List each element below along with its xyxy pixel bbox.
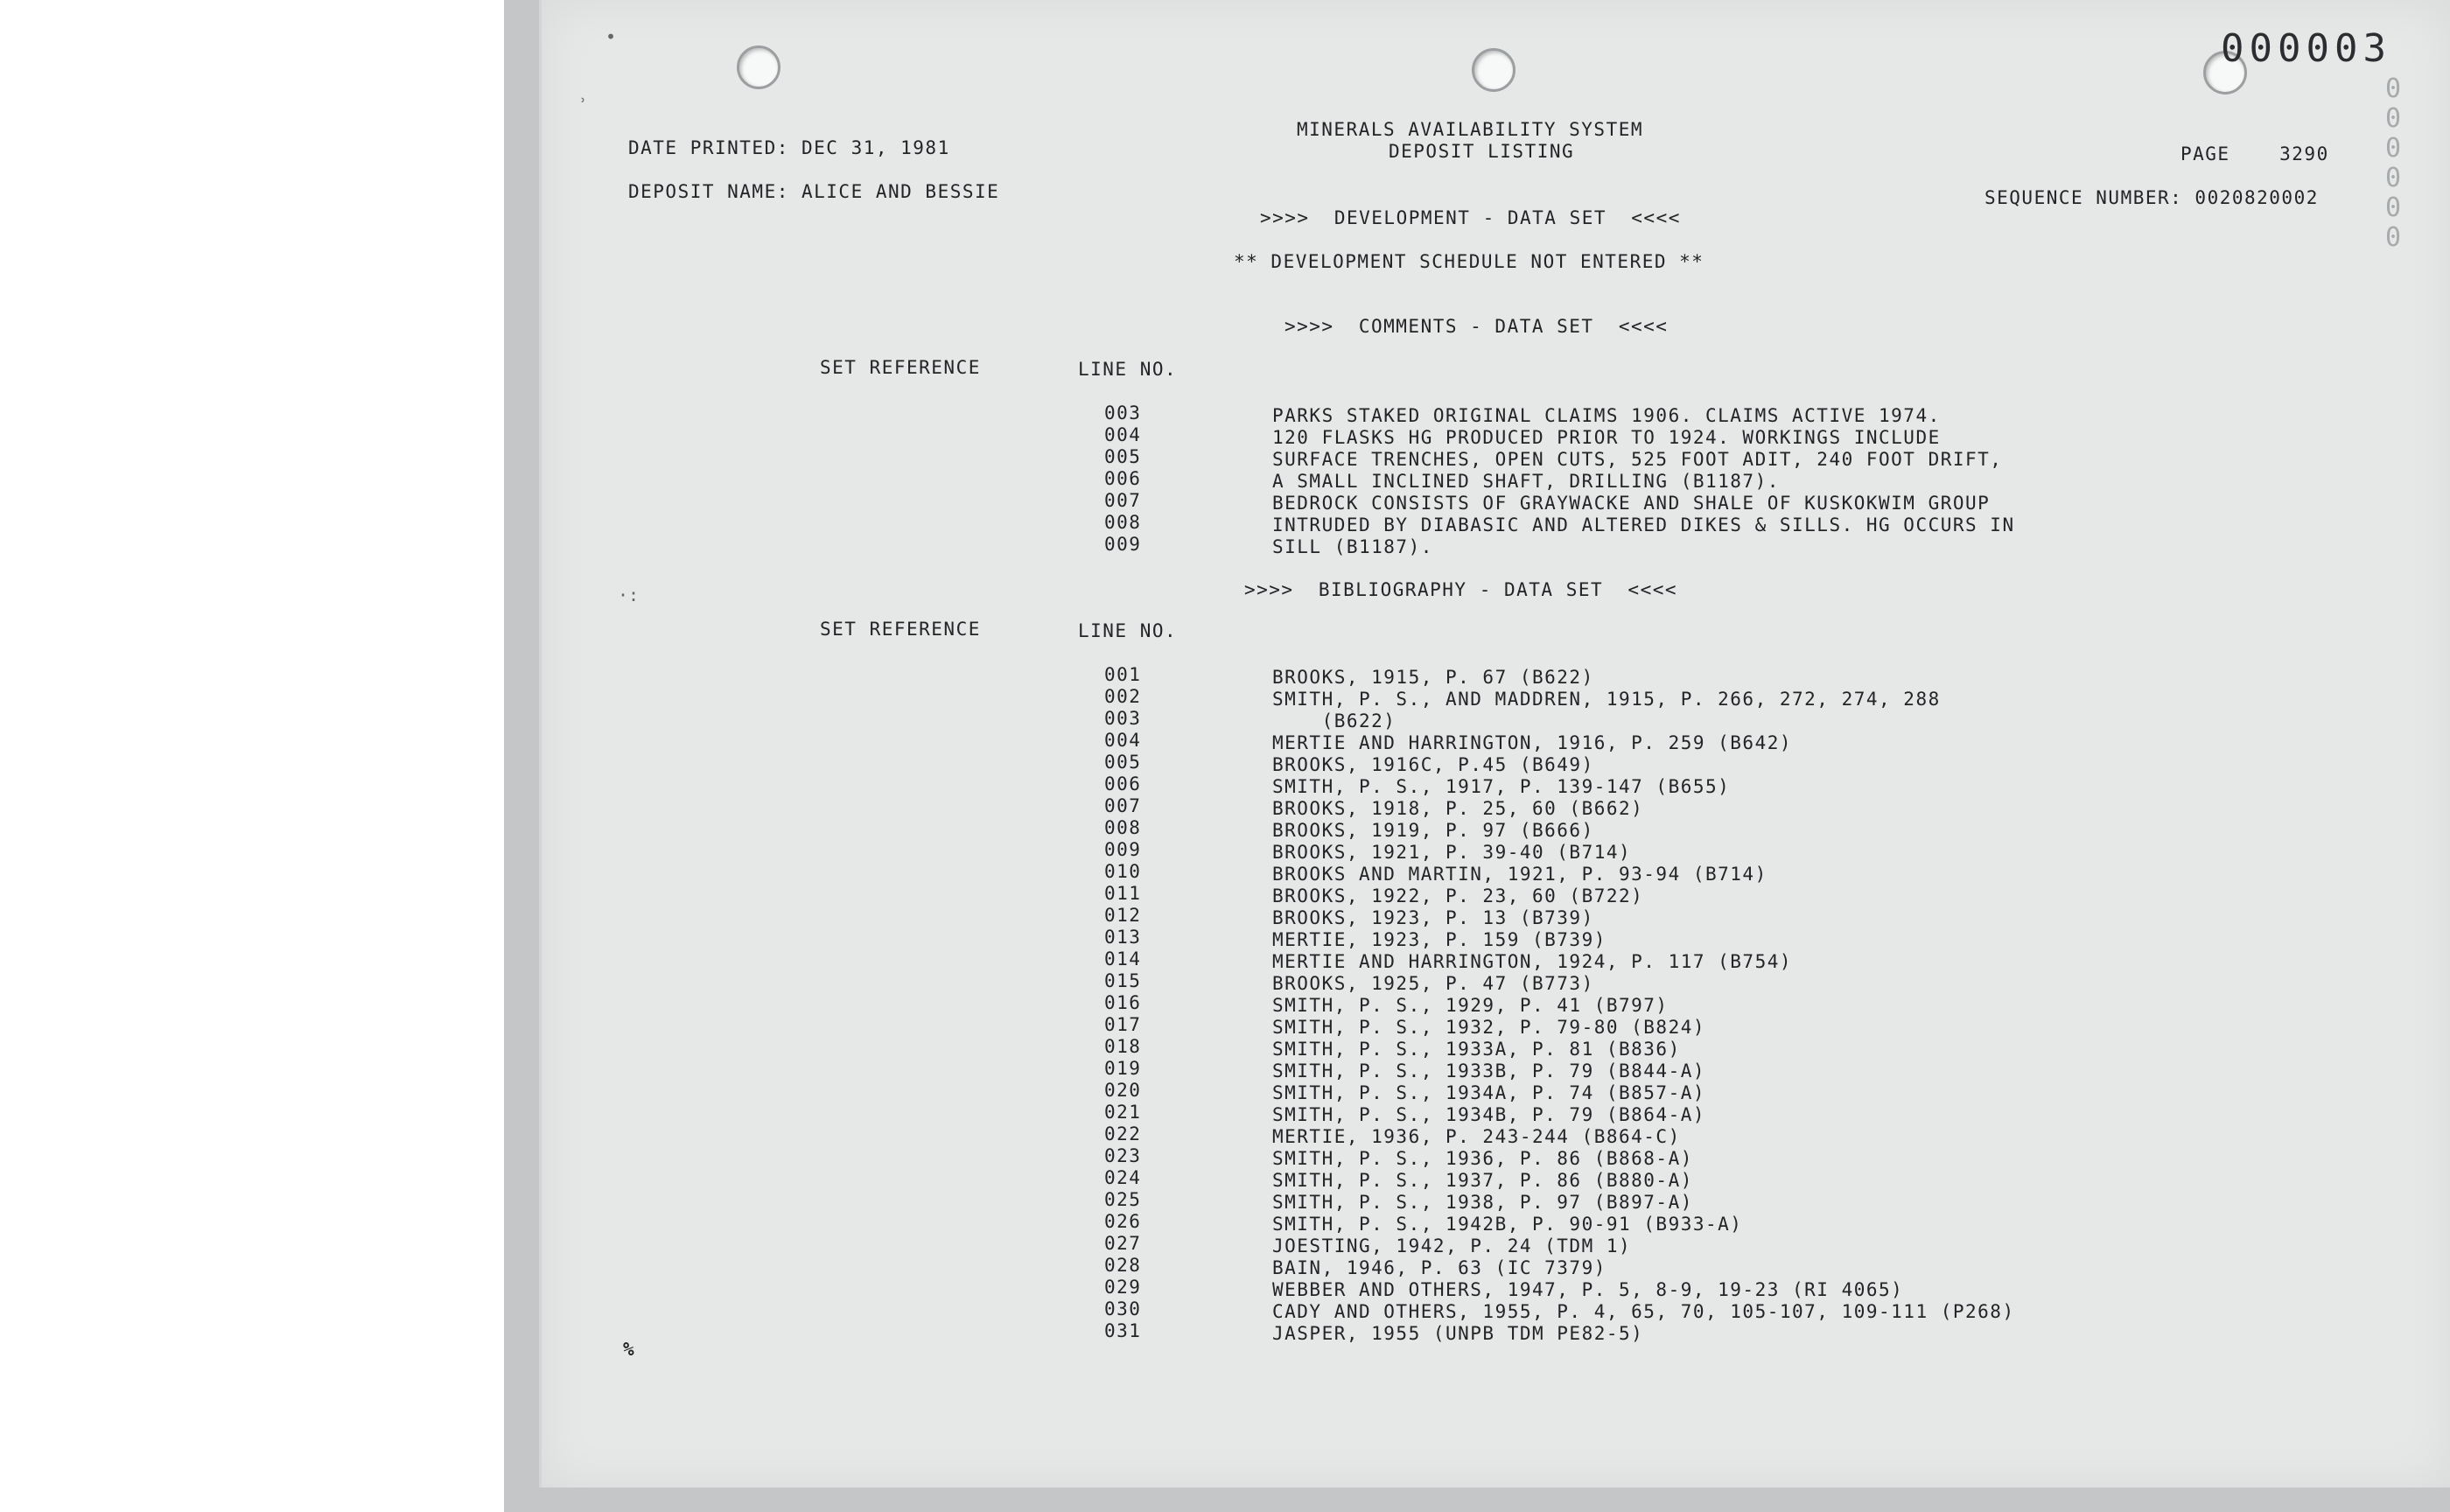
comment-line-number: 006 xyxy=(1104,468,1142,489)
comment-line-text: 120 FLASKS HG PRODUCED PRIOR TO 1924. WORKINGS INCLUDE xyxy=(1272,427,1941,448)
bibliography-line-text: SMITH, P. S., 1917, P. 139-147 (B655) xyxy=(1272,776,1731,797)
bibliography-line-number: 029 xyxy=(1104,1277,1142,1298)
bibliography-line-number: 016 xyxy=(1104,992,1142,1013)
comment-line-text: A SMALL INCLINED SHAFT, DRILLING (B1187). xyxy=(1272,471,1780,492)
sequence-number: SEQUENCE NUMBER: 0020820002 xyxy=(1984,187,2319,208)
bibliography-line-text: JASPER, 1955 (UNPB TDM PE82-5) xyxy=(1272,1323,1644,1344)
bibliography-line-number: 010 xyxy=(1104,861,1142,882)
bibliography-line-number: 017 xyxy=(1104,1014,1142,1035)
bibliography-line-number: 002 xyxy=(1104,686,1142,707)
bibliography-line-text: SMITH, P. S., AND MADDREN, 1915, P. 266, 272, 274, 288 xyxy=(1272,689,1941,710)
bibliography-line-text: SMITH, P. S., 1932, P. 79-80 (B824) xyxy=(1272,1017,1706,1038)
edge-number-marks: 000000 xyxy=(2384,74,2402,253)
bibliography-line-number: 003 xyxy=(1104,708,1142,729)
comment-line-text: INTRUDED BY DIABASIC AND ALTERED DIKES & SILLS. HG OCCURS IN xyxy=(1272,514,2015,536)
bibliography-line-text: BROOKS, 1921, P. 39-40 (B714) xyxy=(1272,842,1632,863)
bibliography-line-text: SMITH, P. S., 1937, P. 86 (B880-A) xyxy=(1272,1170,1693,1191)
bibliography-line-number: 008 xyxy=(1104,817,1142,838)
bibliography-line-number: 021 xyxy=(1104,1102,1142,1123)
bibliography-line-number: 007 xyxy=(1104,795,1142,816)
bibliography-line-number: 024 xyxy=(1104,1167,1142,1188)
bibliography-line-number: 009 xyxy=(1104,839,1142,860)
bibliography-line-number: 028 xyxy=(1104,1255,1142,1276)
bibliography-line-number: 015 xyxy=(1104,970,1142,991)
page-number: PAGE 3290 xyxy=(2180,144,2329,164)
bibliography-line-number: 012 xyxy=(1104,905,1142,926)
comments-line-no-header: LINE NO. xyxy=(1078,359,1178,380)
bibliography-line-number: 023 xyxy=(1104,1145,1142,1166)
development-section-title: >>>> DEVELOPMENT - DATA SET <<<< xyxy=(1260,207,1681,228)
bibliography-line-text: BROOKS, 1923, P. 13 (B739) xyxy=(1272,907,1594,928)
scan-speck: ·: xyxy=(618,584,640,606)
bibliography-line-number: 005 xyxy=(1104,752,1142,773)
bibliography-line-text: JOESTING, 1942, P. 24 (TDM 1) xyxy=(1272,1236,1632,1256)
comment-line-text: SILL (B1187). xyxy=(1272,536,1433,557)
bibliography-line-text: BROOKS, 1918, P. 25, 60 (B662) xyxy=(1272,798,1644,819)
bibliography-line-number: 011 xyxy=(1104,883,1142,904)
bibliography-line-number: 030 xyxy=(1104,1298,1142,1320)
bibliography-line-number: 001 xyxy=(1104,664,1142,685)
bibliography-line-text: BAIN, 1946, P. 63 (IC 7379) xyxy=(1272,1257,1606,1278)
bibliography-line-number: 026 xyxy=(1104,1211,1142,1232)
bibliography-line-text: SMITH, P. S., 1929, P. 41 (B797) xyxy=(1272,995,1669,1016)
punch-hole-center xyxy=(1472,48,1516,92)
bibliography-line-text: SMITH, P. S., 1933A, P. 81 (B836) xyxy=(1272,1039,1681,1060)
bibliography-line-text: SMITH, P. S., 1938, P. 97 (B897-A) xyxy=(1272,1192,1693,1213)
comment-line-text: PARKS STAKED ORIGINAL CLAIMS 1906. CLAIMS ACTIVE 1974. xyxy=(1272,405,1941,426)
bibliography-section-title: >>>> BIBLIOGRAPHY - DATA SET <<<< xyxy=(1244,579,1678,600)
bibliography-line-text: MERTIE, 1936, P. 243-244 (B864-C) xyxy=(1272,1126,1681,1147)
comments-section-title: >>>> COMMENTS - DATA SET <<<< xyxy=(1284,316,1669,337)
bibliography-line-text: MERTIE, 1923, P. 159 (B739) xyxy=(1272,929,1606,950)
development-note: ** DEVELOPMENT SCHEDULE NOT ENTERED ** xyxy=(1234,251,1704,272)
comment-line-number: 004 xyxy=(1104,424,1142,445)
comments-set-reference-header: SET REFERENCE xyxy=(820,357,981,378)
bibliography-line-no-header: LINE NO. xyxy=(1078,620,1178,641)
comment-line-number: 008 xyxy=(1104,512,1142,533)
bibliography-line-text: SMITH, P. S., 1934B, P. 79 (B864-A) xyxy=(1272,1104,1706,1125)
comment-line-text: SURFACE TRENCHES, OPEN CUTS, 525 FOOT ADIT, 240 FOOT DRIFT, xyxy=(1272,449,2003,470)
bibliography-line-text: BROOKS AND MARTIN, 1921, P. 93-94 (B714) xyxy=(1272,864,1768,885)
bibliography-line-number: 031 xyxy=(1104,1320,1142,1341)
bibliography-line-text: WEBBER AND OTHERS, 1947, P. 5, 8-9, 19-23 (RI 4065) xyxy=(1272,1279,1904,1300)
comment-line-number: 005 xyxy=(1104,446,1142,467)
bibliography-set-reference-header: SET REFERENCE xyxy=(820,619,981,640)
bibliography-line-number: 006 xyxy=(1104,774,1142,794)
bibliography-line-text: BROOKS, 1915, P. 67 (B622) xyxy=(1272,667,1594,688)
comment-line-text: BEDROCK CONSISTS OF GRAYWACKE AND SHALE OF KUSKOKWIM GROUP xyxy=(1272,493,1991,514)
bibliography-line-text: SMITH, P. S., 1936, P. 86 (B868-A) xyxy=(1272,1148,1693,1169)
bibliography-line-number: 013 xyxy=(1104,927,1142,948)
bibliography-line-number: 019 xyxy=(1104,1058,1142,1079)
bibliography-line-text: BROOKS, 1922, P. 23, 60 (B722) xyxy=(1272,886,1644,906)
date-printed: DATE PRINTED: DEC 31, 1981 xyxy=(628,137,950,158)
bibliography-line-number: 018 xyxy=(1104,1036,1142,1057)
bibliography-line-text: MERTIE AND HARRINGTON, 1924, P. 117 (B754) xyxy=(1272,951,1793,972)
deposit-name: DEPOSIT NAME: ALICE AND BESSIE xyxy=(628,181,1000,202)
bibliography-line-text: BROOKS, 1919, P. 97 (B666) xyxy=(1272,820,1594,841)
document-stamp-number: 000003 xyxy=(2221,26,2391,71)
scan-speck: • xyxy=(606,26,617,47)
bibliography-line-text: MERTIE AND HARRINGTON, 1916, P. 259 (B642) xyxy=(1272,732,1793,753)
bibliography-line-text: BROOKS, 1916C, P.45 (B649) xyxy=(1272,754,1594,775)
bibliography-line-text: (B622) xyxy=(1272,710,1396,732)
footer-percent-mark: % xyxy=(623,1339,636,1360)
punch-hole-left xyxy=(737,46,780,89)
comment-line-number: 009 xyxy=(1104,534,1142,555)
system-title: MINERALS AVAILABILITY SYSTEM xyxy=(1297,119,1644,140)
bibliography-line-text: SMITH, P. S., 1942B, P. 90-91 (B933-A) xyxy=(1272,1214,1743,1235)
bibliography-line-number: 027 xyxy=(1104,1233,1142,1254)
bibliography-line-number: 014 xyxy=(1104,948,1142,970)
bibliography-line-text: SMITH, P. S., 1934A, P. 74 (B857-A) xyxy=(1272,1082,1706,1103)
bibliography-line-number: 004 xyxy=(1104,730,1142,751)
comment-line-number: 003 xyxy=(1104,402,1142,424)
listing-title: DEPOSIT LISTING xyxy=(1389,141,1575,162)
bibliography-line-text: CADY AND OTHERS, 1955, P. 4, 65, 70, 105-107, 109-111 (P268) xyxy=(1272,1301,2015,1322)
bibliography-line-text: SMITH, P. S., 1933B, P. 79 (B844-A) xyxy=(1272,1060,1706,1082)
scan-speck: ʾ xyxy=(578,94,589,116)
comment-line-number: 007 xyxy=(1104,490,1142,511)
bibliography-line-number: 020 xyxy=(1104,1080,1142,1101)
bibliography-line-number: 025 xyxy=(1104,1189,1142,1210)
bibliography-line-text: BROOKS, 1925, P. 47 (B773) xyxy=(1272,973,1594,994)
bibliography-line-number: 022 xyxy=(1104,1124,1142,1144)
